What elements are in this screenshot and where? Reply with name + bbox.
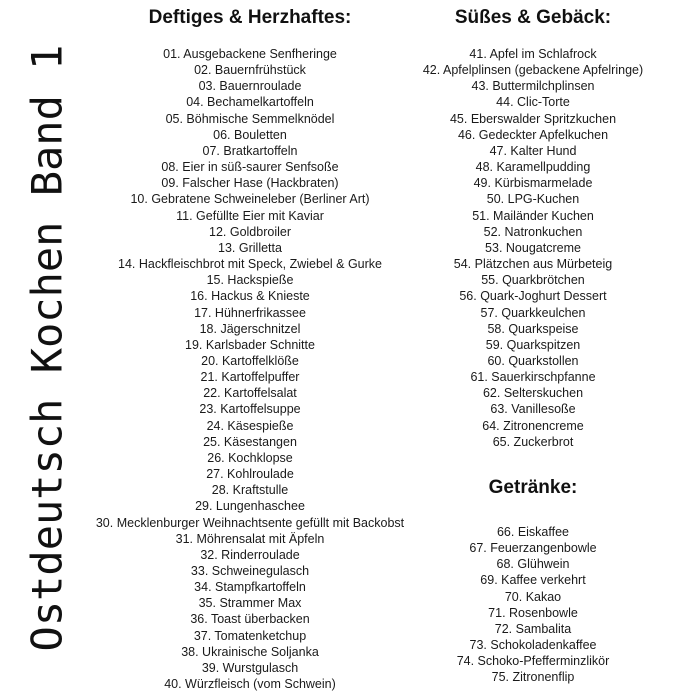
toc-item: 28. Kraftstulle	[211, 483, 289, 498]
toc-item: 27. Kohlroulade	[206, 467, 294, 482]
toc-item: 13. Grilletta	[218, 240, 282, 255]
toc-item: 22. Kartoffelsalat	[203, 386, 297, 401]
toc-item: 58. Quarkspeise	[487, 321, 579, 336]
toc-item: 52. Natronkuchen	[483, 224, 583, 239]
toc-item: 03. Bauernroulade	[198, 79, 302, 94]
toc-item: 05. Böhmische Semmelknödel	[165, 111, 335, 126]
toc-item: 11. Gefüllte Eier mit Kaviar	[176, 208, 324, 223]
toc-item: 75. Zitronenflip	[491, 670, 575, 685]
toc-item: 42. Apfelplinsen (gebackene Apfelringe)	[422, 63, 644, 78]
toc-item: 04. Bechamelkartoffeln	[186, 95, 314, 110]
toc-item: 25. Käsestangen	[203, 434, 297, 449]
toc-item: 50. LPG-Kuchen	[486, 192, 580, 207]
toc-item: 20. Kartoffelklöße	[201, 353, 299, 368]
toc-item: 68. Glühwein	[496, 557, 570, 572]
toc-item: 46. Gedeckter Apfelkuchen	[457, 127, 609, 142]
toc-item: 49. Kürbismarmelade	[473, 176, 593, 191]
toc-item: 15. Hackspieße	[206, 273, 294, 288]
toc-item: 65. Zuckerbrot	[492, 434, 574, 449]
toc-item: 63. Vanillesoße	[490, 402, 576, 417]
toc-item: 24. Käsespieße	[206, 418, 294, 433]
column-savory	[95, 0, 405, 700]
toc-item: 01. Ausgebackene Senfheringe	[163, 47, 337, 61]
toc-item: 12. Goldbroiler	[209, 224, 291, 239]
toc-item: 44. Clic-Torte	[496, 95, 570, 110]
toc-item: 30. Mecklenburger Weihnachtsente gefüllt mit Backobst	[95, 515, 405, 530]
toc-item: 60. Quarkstollen	[487, 353, 579, 368]
toc-item: 40. Würzfleisch (vom Schwein)	[164, 677, 336, 692]
toc-item: 71. Rosenbowle	[488, 605, 578, 620]
toc-item: 21. Kartoffelpuffer	[200, 370, 300, 385]
toc-list-savory	[95, 46, 405, 692]
toc-item: 64. Zitronencreme	[482, 418, 584, 433]
column-sweets-drinks	[393, 0, 673, 700]
toc-item: 72. Sambalita	[494, 621, 572, 636]
toc-item: 23. Kartoffelsuppe	[199, 402, 301, 417]
toc-item: 38. Ukrainische Soljanka	[181, 644, 319, 659]
toc-item: 36. Toast überbacken	[190, 612, 310, 627]
toc-item: 48. Karamellpudding	[475, 160, 591, 175]
section-header-drinks: Getränke:	[488, 477, 578, 498]
toc-item: 54. Plätzchen aus Mürbeteig	[453, 257, 613, 272]
toc-list-sweets	[393, 46, 673, 450]
section-header-sweets: Süßes & Gebäck:	[454, 7, 612, 28]
section-header-savory: Deftiges & Herzhaftes:	[148, 7, 352, 28]
toc-item: 35. Strammer Max	[198, 596, 302, 611]
toc-item: 17. Hühnerfrikassee	[194, 305, 306, 320]
toc-item: 70. Kakao	[504, 589, 562, 604]
toc-item: 08. Eier in süß-saurer Senfsoße	[161, 160, 339, 175]
toc-item: 66. Eiskaffee	[496, 525, 570, 539]
toc-item: 55. Quarkbrötchen	[481, 273, 585, 288]
toc-item: 57. Quarkkeulchen	[480, 305, 586, 320]
toc-item: 31. Möhrensalat mit Äpfeln	[175, 531, 325, 546]
toc-item: 53. Nougatcreme	[485, 240, 581, 255]
toc-item: 67. Feuerzangenbowle	[469, 541, 597, 556]
toc-item: 73. Schokoladenkaffee	[469, 638, 597, 653]
toc-item: 56. Quark-Joghurt Dessert	[459, 289, 607, 304]
toc-item: 26. Kochklopse	[207, 450, 293, 465]
toc-item: 37. Tomatenketchup	[193, 628, 307, 643]
toc-item: 09. Falscher Hase (Hackbraten)	[161, 176, 339, 191]
toc-item: 61. Sauerkirschpfanne	[470, 370, 596, 385]
toc-item: 10. Gebratene Schweineleber (Berliner Art)	[130, 192, 370, 207]
toc-item: 07. Bratkartoffeln	[202, 143, 298, 158]
toc-item: 14. Hackfleischbrot mit Speck, Zwiebel & Gurke	[118, 257, 382, 272]
toc-list-drinks	[393, 524, 673, 686]
toc-item: 74. Schoko-Pfefferminzlikör	[456, 654, 610, 669]
toc-item: 32. Rinderroulade	[200, 547, 300, 562]
toc-item: 47. Kalter Hund	[489, 143, 577, 158]
toc-item: 34. Stampfkartoffeln	[194, 580, 306, 595]
toc-item: 43. Buttermilchplinsen	[471, 79, 595, 94]
toc-item: 39. Wurstgulasch	[201, 660, 299, 675]
toc-item: 45. Eberswalder Spritzkuchen	[449, 111, 617, 126]
toc-item: 62. Selterskuchen	[482, 386, 584, 401]
book-spine-title: Ostdeutsch Kochen Band 1	[22, 44, 72, 652]
toc-item: 19. Karlsbader Schnitte	[185, 337, 315, 352]
toc-item: 18. Jägerschnitzel	[199, 321, 301, 336]
toc-item: 33. Schweinegulasch	[190, 564, 310, 578]
toc-item: 59. Quarkspitzen	[485, 337, 581, 352]
toc-item: 06. Bouletten	[213, 127, 287, 142]
toc-item: 69. Kaffee verkehrt	[480, 573, 586, 588]
toc-item: 41. Apfel im Schlafrock	[469, 47, 597, 61]
toc-item: 02. Bauernfrühstück	[194, 63, 306, 78]
toc-item: 51. Mailänder Kuchen	[472, 208, 594, 223]
toc-item: 16. Hackus & Knieste	[190, 289, 310, 304]
toc-item: 29. Lungenhaschee	[195, 499, 305, 514]
